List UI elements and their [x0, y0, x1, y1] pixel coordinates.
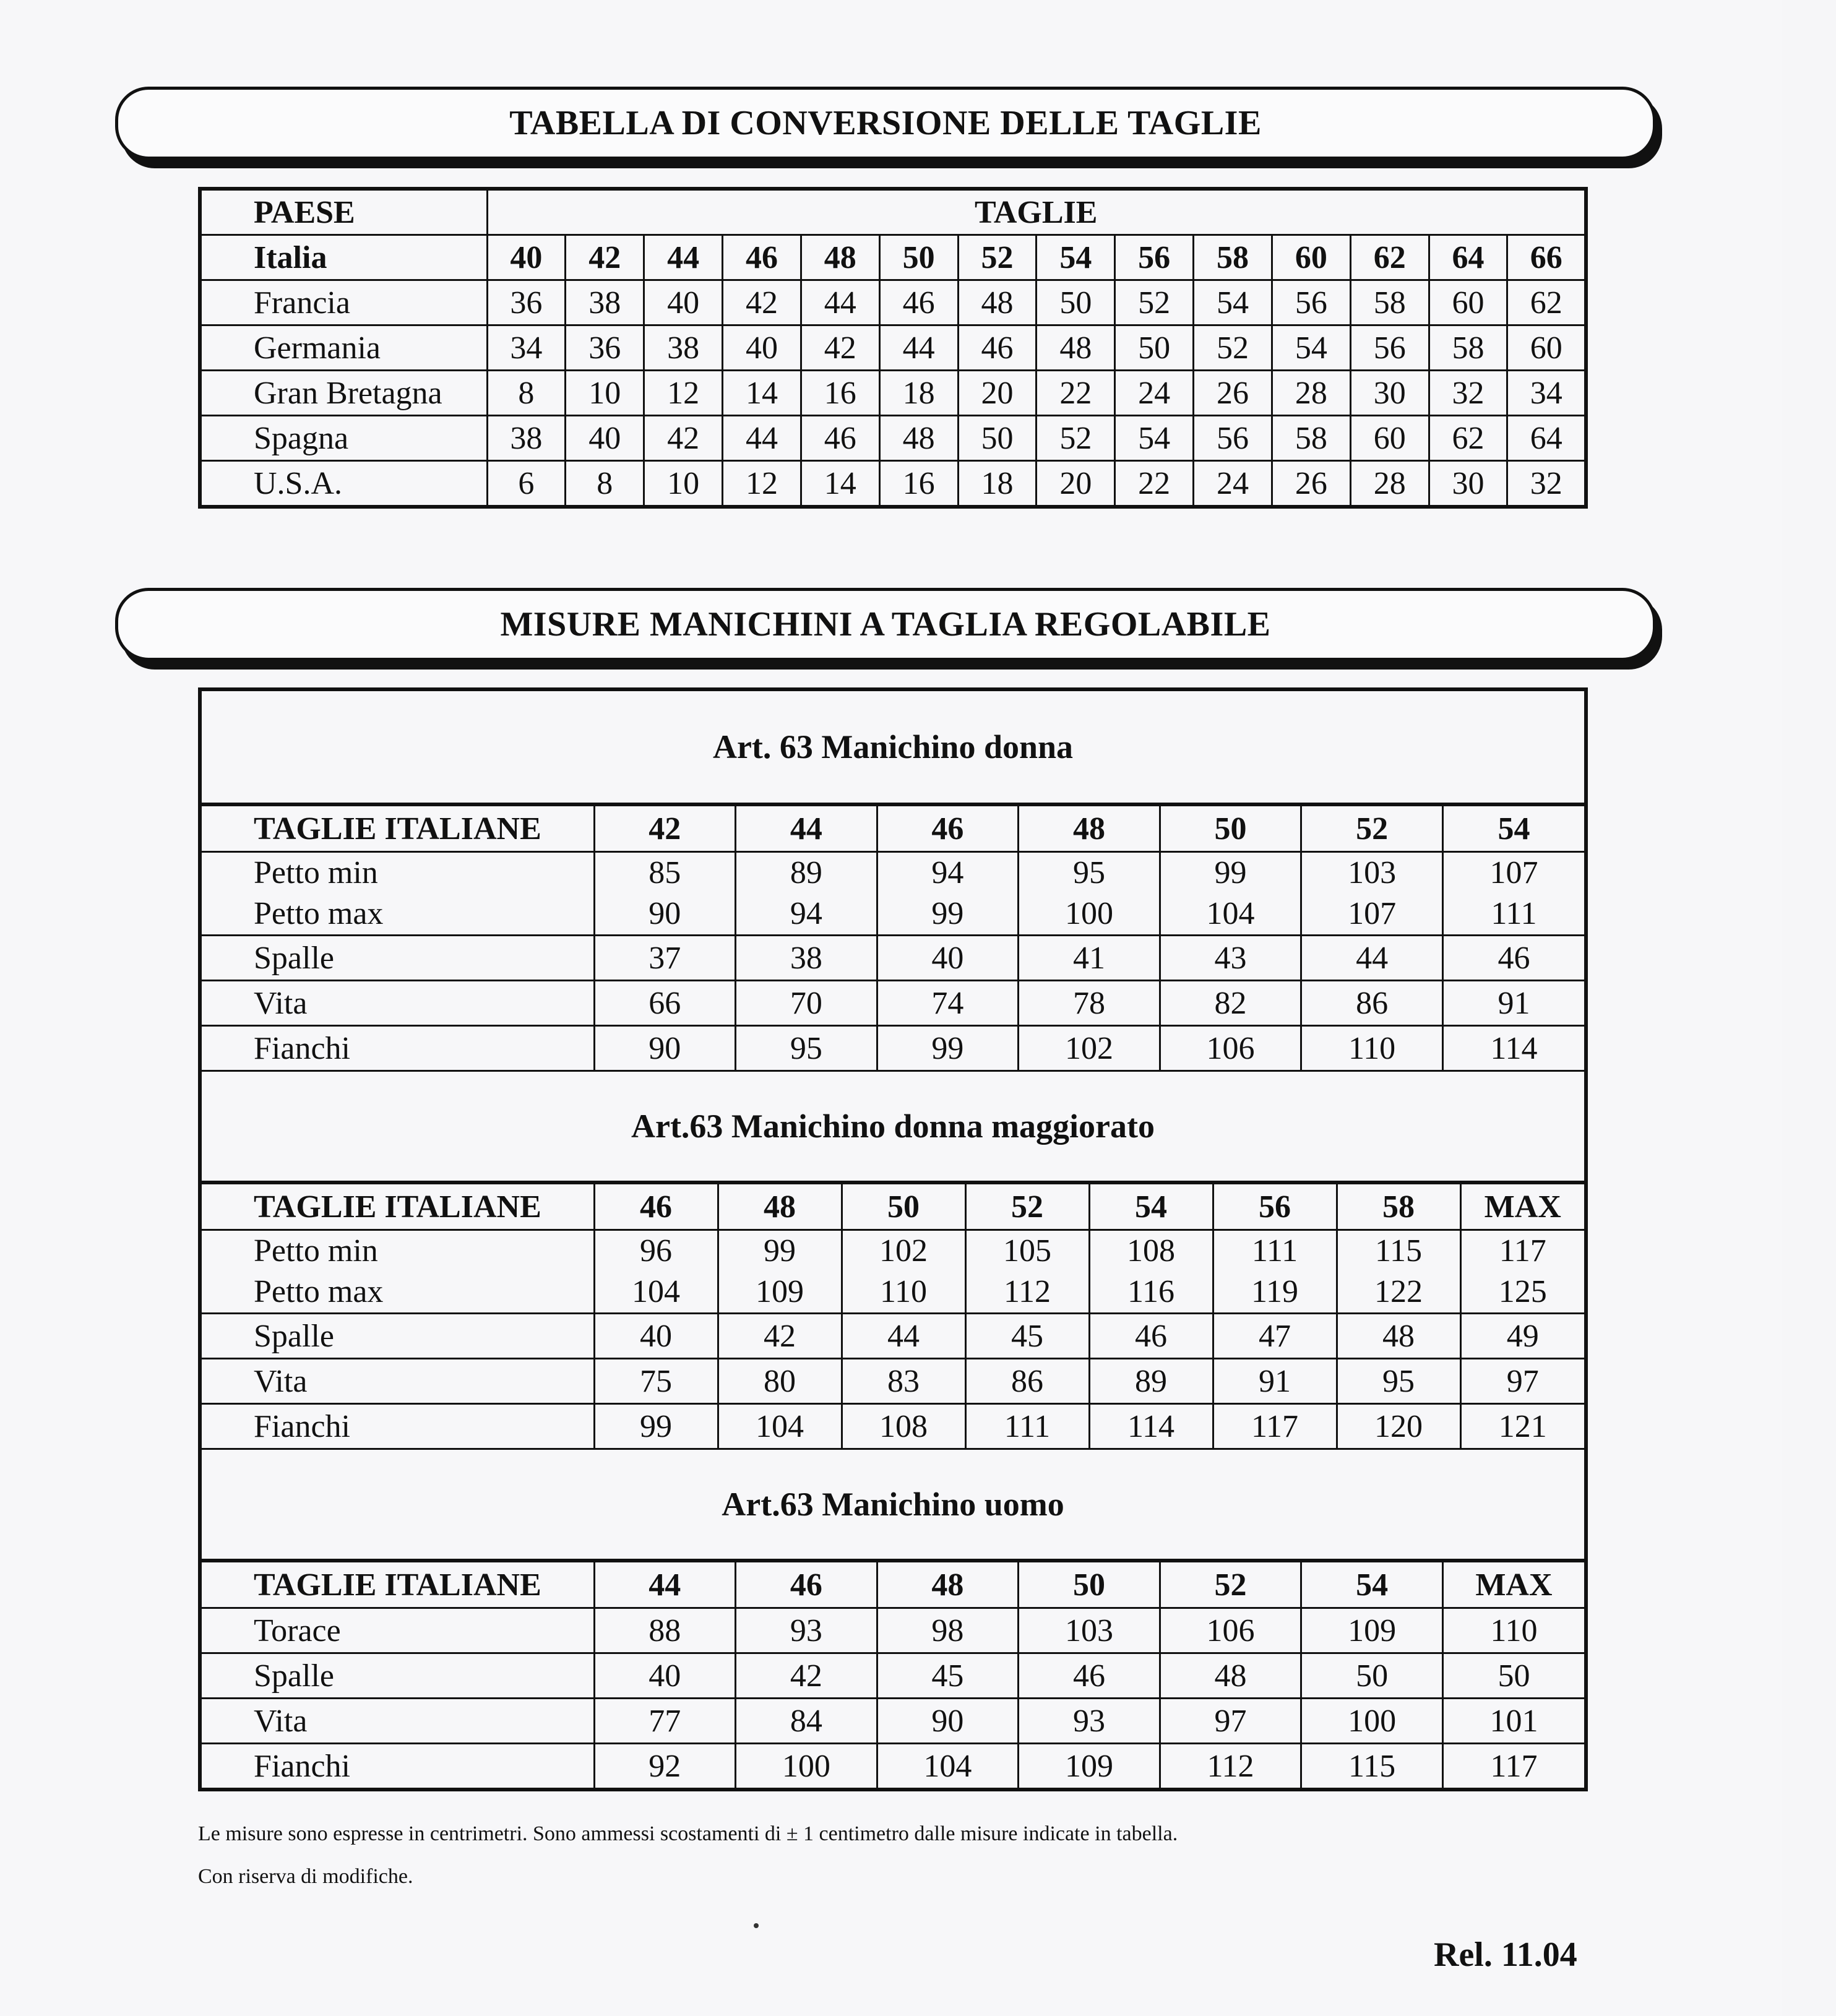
- size-cell: 46: [879, 280, 958, 325]
- measurement-value: [1160, 852, 1301, 936]
- size-header: 48: [877, 1562, 1019, 1608]
- measurement-value-line: 117: [1499, 1233, 1546, 1269]
- measurement-value: [1460, 1230, 1584, 1314]
- mannequins-title-banner: [115, 588, 1656, 661]
- measurement-value: [965, 1230, 1089, 1314]
- measurement-row: [202, 1026, 1584, 1070]
- size-header: 50: [1019, 1562, 1160, 1608]
- paese-header: PAESE: [200, 189, 487, 235]
- section-grid-cell: [200, 1560, 1586, 1790]
- measurement-value: 47: [1213, 1314, 1337, 1359]
- conversion-row: [200, 280, 1586, 325]
- measurement-value: 46: [1089, 1314, 1213, 1359]
- measurement-value-line: 115: [1374, 1233, 1423, 1269]
- measurement-value: 41: [1019, 936, 1160, 981]
- measurement-label: Vita: [202, 981, 594, 1026]
- measurement-value: 109: [1301, 1608, 1443, 1653]
- section-grid: [202, 1182, 1584, 1448]
- measurement-value: 86: [1301, 981, 1443, 1026]
- measurement-row: [202, 1608, 1584, 1653]
- size-cell: 52: [1115, 280, 1194, 325]
- size-header: 44: [736, 806, 877, 852]
- measurement-row: [202, 1404, 1584, 1449]
- note-reservation: Con riserva di modifiche.: [198, 1865, 413, 1888]
- section-grid-cell: [200, 1182, 1586, 1449]
- measurement-value: 74: [877, 981, 1019, 1026]
- measurement-value: 104: [877, 1744, 1019, 1788]
- size-header: 58: [1337, 1184, 1460, 1230]
- measurement-value: 100: [1301, 1699, 1443, 1744]
- measurement-value-line: 94: [931, 855, 964, 890]
- measurement-value: 40: [594, 1653, 736, 1699]
- measurement-label: Fianchi: [202, 1744, 594, 1788]
- measurement-value: [736, 852, 877, 936]
- note-measurements: Le misure sono espresse in centrimetri. Sono ammessi scostamenti di ± 1 centimetro dalle misure indicate in tabella.: [198, 1822, 1178, 1845]
- measurement-value: [1301, 852, 1443, 936]
- measurement-value: 48: [1160, 1653, 1301, 1699]
- section-grid: [202, 804, 1584, 1070]
- size-header: 44: [594, 1562, 736, 1608]
- measurement-value: 112: [1160, 1744, 1301, 1788]
- size-cell: 44: [879, 325, 958, 371]
- measurement-value: 97: [1160, 1699, 1301, 1744]
- size-cell: 48: [801, 235, 879, 280]
- measurement-value-line: 107: [1348, 896, 1397, 931]
- measurement-value-line: 105: [1003, 1233, 1051, 1269]
- measurement-label: Vita: [202, 1699, 594, 1744]
- size-cell: 58: [1272, 416, 1350, 461]
- scan-speck: [754, 1923, 759, 1928]
- size-cell: 22: [1037, 371, 1115, 416]
- measurement-value: [594, 852, 736, 936]
- measurement-value-line: 96: [640, 1233, 672, 1269]
- size-cell: 44: [801, 280, 879, 325]
- measurement-value: [1442, 852, 1584, 936]
- measurement-label: [202, 852, 594, 936]
- size-cell: 48: [1037, 325, 1115, 371]
- section-title: Art.63 Manichino uomo: [200, 1449, 1586, 1560]
- measurement-value: 91: [1213, 1359, 1337, 1404]
- size-cell: 62: [1350, 235, 1429, 280]
- measurement-row: [202, 1653, 1584, 1699]
- size-header: MAX: [1460, 1184, 1584, 1230]
- measurement-value: 114: [1089, 1404, 1213, 1449]
- size-cell: 10: [566, 371, 644, 416]
- measurement-value: 77: [594, 1699, 736, 1744]
- section-title-row: [200, 1071, 1586, 1182]
- measurement-label: Spalle: [202, 936, 594, 981]
- measurement-value-line: 89: [790, 855, 822, 890]
- size-cell: 30: [1350, 371, 1429, 416]
- measurement-value: 44: [1301, 936, 1443, 981]
- conversion-row: [200, 461, 1586, 507]
- size-cell: 48: [958, 280, 1037, 325]
- measurement-value: 49: [1460, 1314, 1584, 1359]
- size-cell: 54: [1272, 325, 1350, 371]
- size-cell: 8: [487, 371, 566, 416]
- conversion-row: [200, 235, 1586, 280]
- measurement-value: [1019, 852, 1160, 936]
- measurement-value: 82: [1160, 981, 1301, 1026]
- size-header: 54: [1442, 806, 1584, 852]
- section-title-row: [200, 689, 1586, 804]
- size-cell: 10: [644, 461, 723, 507]
- measurement-value: 66: [594, 981, 736, 1026]
- taglie-italiane-label: TAGLIE ITALIANE: [202, 1562, 594, 1608]
- size-cell: 36: [566, 325, 644, 371]
- size-header: 52: [1160, 1562, 1301, 1608]
- size-cell: 20: [958, 371, 1037, 416]
- measurement-value: [1213, 1230, 1337, 1314]
- size-header: MAX: [1442, 1562, 1584, 1608]
- measurement-label-line: Petto max: [254, 1274, 384, 1309]
- measurement-value: 115: [1301, 1744, 1443, 1788]
- measurement-value: [594, 1230, 718, 1314]
- size-cell: 56: [1350, 325, 1429, 371]
- measurement-value: 44: [842, 1314, 965, 1359]
- size-header: 48: [718, 1184, 842, 1230]
- size-cell: 50: [1037, 280, 1115, 325]
- country-label: U.S.A.: [200, 461, 487, 507]
- size-cell: 14: [723, 371, 801, 416]
- size-header: 50: [842, 1184, 965, 1230]
- measurement-value-line: 100: [1064, 896, 1113, 931]
- size-cell: 28: [1350, 461, 1429, 507]
- measurement-value: [877, 852, 1019, 936]
- size-cell: 48: [879, 416, 958, 461]
- measurement-value: 38: [736, 936, 877, 981]
- size-cell: 58: [1194, 235, 1272, 280]
- measurement-value: [1089, 1230, 1213, 1314]
- measurement-value-line: 99: [931, 896, 964, 931]
- size-conversion-table: [198, 187, 1588, 509]
- measurement-value: 88: [594, 1608, 736, 1653]
- mannequin-measurements-table: [198, 687, 1588, 1791]
- size-header: 54: [1089, 1184, 1213, 1230]
- measurement-value: 46: [1019, 1653, 1160, 1699]
- taglie-header: TAGLIE: [487, 189, 1586, 235]
- measurement-value: 40: [594, 1314, 718, 1359]
- measurement-value-line: 119: [1251, 1274, 1299, 1309]
- measurement-label: Fianchi: [202, 1026, 594, 1070]
- measurement-value: 78: [1019, 981, 1160, 1026]
- country-label: Italia: [200, 235, 487, 280]
- measurement-value-line: 85: [649, 855, 681, 890]
- measurement-value-line: 99: [764, 1233, 796, 1269]
- size-cell: 66: [1507, 235, 1586, 280]
- measurement-value-line: 109: [756, 1274, 804, 1309]
- measurement-value: 120: [1337, 1404, 1460, 1449]
- measurement-value-line: 99: [1214, 855, 1247, 890]
- measurement-row: [202, 936, 1584, 981]
- measurement-value: 106: [1160, 1608, 1301, 1653]
- measurement-value-line: 111: [1491, 896, 1537, 931]
- measurement-value: 104: [718, 1404, 842, 1449]
- measurement-value: 121: [1460, 1404, 1584, 1449]
- size-cell: 40: [487, 235, 566, 280]
- measurement-value: 106: [1160, 1026, 1301, 1070]
- measurement-value: 110: [1301, 1026, 1443, 1070]
- taglie-italiane-label: TAGLIE ITALIANE: [202, 806, 594, 852]
- sizes-header-row: [202, 1184, 1584, 1230]
- conversion-row: [200, 371, 1586, 416]
- measurement-value: 70: [736, 981, 877, 1026]
- size-cell: 12: [723, 461, 801, 507]
- section-grid-cell: [200, 804, 1586, 1071]
- country-label: Spagna: [200, 416, 487, 461]
- measurement-value: 90: [594, 1026, 736, 1070]
- size-cell: 6: [487, 461, 566, 507]
- measurement-label: Torace: [202, 1608, 594, 1653]
- size-cell: 60: [1429, 280, 1507, 325]
- size-cell: 18: [958, 461, 1037, 507]
- measurement-value-line: 102: [879, 1233, 928, 1269]
- size-cell: 34: [1507, 371, 1586, 416]
- measurement-value-line: 104: [1206, 896, 1255, 931]
- measurement-value: [1337, 1230, 1460, 1314]
- section-grid: [202, 1561, 1584, 1788]
- size-cell: 62: [1507, 280, 1586, 325]
- size-cell: 60: [1507, 325, 1586, 371]
- taglie-italiane-label: TAGLIE ITALIANE: [202, 1184, 594, 1230]
- measurement-row: [202, 981, 1584, 1026]
- measurement-value: 86: [965, 1359, 1089, 1404]
- measurement-row: [202, 1359, 1584, 1404]
- section-title-row: [200, 1449, 1586, 1560]
- measurement-value-line: 111: [1251, 1233, 1298, 1269]
- size-cell: 50: [1115, 325, 1194, 371]
- conversion-title: TABELLA DI CONVERSIONE DELLE TAGLIE: [509, 104, 1262, 142]
- release-code: Rel. 11.04: [1434, 1936, 1577, 1974]
- size-cell: 22: [1115, 461, 1194, 507]
- measurement-value: 42: [736, 1653, 877, 1699]
- measurement-value: 93: [1019, 1699, 1160, 1744]
- section-grid-row: [200, 1560, 1586, 1790]
- conversion-title-banner: [115, 87, 1656, 160]
- measurement-value: 43: [1160, 936, 1301, 981]
- size-cell: 40: [566, 416, 644, 461]
- measurement-value-line: 107: [1489, 855, 1538, 890]
- size-cell: 18: [879, 371, 958, 416]
- measurement-value: 93: [736, 1608, 877, 1653]
- measurement-value: 100: [736, 1744, 877, 1788]
- size-cell: 64: [1429, 235, 1507, 280]
- size-cell: 52: [1194, 325, 1272, 371]
- measurement-value: 37: [594, 936, 736, 981]
- size-cell: 42: [566, 235, 644, 280]
- measurement-value-line: 95: [1072, 855, 1105, 890]
- size-cell: 24: [1115, 371, 1194, 416]
- measurement-row: [202, 1230, 1584, 1314]
- measurement-value: 75: [594, 1359, 718, 1404]
- measurement-value-line: 110: [879, 1274, 928, 1309]
- measurement-row: [202, 1699, 1584, 1744]
- size-header: 52: [1301, 806, 1443, 852]
- measurement-row: [202, 1744, 1584, 1788]
- size-cell: 46: [723, 235, 801, 280]
- size-cell: 58: [1429, 325, 1507, 371]
- size-cell: 34: [487, 325, 566, 371]
- conversion-row: [200, 325, 1586, 371]
- size-cell: 54: [1194, 280, 1272, 325]
- measurement-value: 109: [1019, 1744, 1160, 1788]
- size-header: 46: [736, 1562, 877, 1608]
- measurement-value: 80: [718, 1359, 842, 1404]
- size-cell: 44: [723, 416, 801, 461]
- sizes-header-row: [202, 806, 1584, 852]
- mannequins-title: MISURE MANICHINI A TAGLIA REGOLABILE: [500, 605, 1271, 644]
- size-cell: 32: [1507, 461, 1586, 507]
- size-cell: 32: [1429, 371, 1507, 416]
- size-cell: 26: [1272, 461, 1350, 507]
- size-header: 54: [1301, 1562, 1443, 1608]
- size-cell: 56: [1194, 416, 1272, 461]
- size-cell: 38: [644, 325, 723, 371]
- size-cell: 24: [1194, 461, 1272, 507]
- size-cell: 56: [1115, 235, 1194, 280]
- size-cell: 64: [1507, 416, 1586, 461]
- section-grid-row: [200, 1182, 1586, 1449]
- size-cell: 60: [1350, 416, 1429, 461]
- measurement-value: 89: [1089, 1359, 1213, 1404]
- size-cell: 36: [487, 280, 566, 325]
- measurement-value: 95: [736, 1026, 877, 1070]
- measurement-label-line: Petto min: [254, 1233, 378, 1269]
- size-header: 46: [594, 1184, 718, 1230]
- size-cell: 12: [644, 371, 723, 416]
- size-cell: 54: [1037, 235, 1115, 280]
- size-cell: 42: [723, 280, 801, 325]
- country-label: Germania: [200, 325, 487, 371]
- size-cell: 46: [801, 416, 879, 461]
- size-header: 48: [1019, 806, 1160, 852]
- size-header: 50: [1160, 806, 1301, 852]
- measurement-value: 99: [594, 1404, 718, 1449]
- size-cell: 40: [723, 325, 801, 371]
- measurement-label: [202, 1230, 594, 1314]
- size-cell: 42: [801, 325, 879, 371]
- size-cell: 62: [1429, 416, 1507, 461]
- measurement-value: 98: [877, 1608, 1019, 1653]
- size-cell: 30: [1429, 461, 1507, 507]
- size-cell: 14: [801, 461, 879, 507]
- measurement-value: [718, 1230, 842, 1314]
- measurement-value: 84: [736, 1699, 877, 1744]
- measurement-value: 117: [1442, 1744, 1584, 1788]
- measurement-value-line: 108: [1127, 1233, 1175, 1269]
- size-cell: 52: [1037, 416, 1115, 461]
- measurement-value: 99: [877, 1026, 1019, 1070]
- measurement-value: 101: [1442, 1699, 1584, 1744]
- measurement-value-line: 94: [790, 896, 822, 931]
- measurement-value: 111: [965, 1404, 1089, 1449]
- conversion-header-row: [200, 189, 1586, 235]
- size-header: 56: [1213, 1184, 1337, 1230]
- measurement-label: Vita: [202, 1359, 594, 1404]
- size-cell: 46: [958, 325, 1037, 371]
- sizes-header-row: [202, 1562, 1584, 1608]
- measurement-value: 102: [1019, 1026, 1160, 1070]
- measurement-value: 117: [1213, 1404, 1337, 1449]
- size-cell: 38: [566, 280, 644, 325]
- size-cell: 40: [644, 280, 723, 325]
- country-label: Francia: [200, 280, 487, 325]
- measurement-row: [202, 852, 1584, 936]
- measurement-value: 45: [877, 1653, 1019, 1699]
- section-grid-row: [200, 804, 1586, 1071]
- measurement-value: 110: [1442, 1608, 1584, 1653]
- measurement-value: 90: [877, 1699, 1019, 1744]
- size-cell: 50: [958, 416, 1037, 461]
- section-title: Art.63 Manichino donna maggiorato: [200, 1071, 1586, 1182]
- measurement-value: 50: [1442, 1653, 1584, 1699]
- measurement-value: 83: [842, 1359, 965, 1404]
- section-title: Art. 63 Manichino donna: [200, 689, 1586, 804]
- measurement-value: 103: [1019, 1608, 1160, 1653]
- measurement-value: 91: [1442, 981, 1584, 1026]
- measurement-value: 108: [842, 1404, 965, 1449]
- measurement-value: 40: [877, 936, 1019, 981]
- measurement-label: Spalle: [202, 1653, 594, 1699]
- size-header: 46: [877, 806, 1019, 852]
- measurement-value: 114: [1442, 1026, 1584, 1070]
- size-cell: 26: [1194, 371, 1272, 416]
- size-cell: 56: [1272, 280, 1350, 325]
- size-header: 52: [965, 1184, 1089, 1230]
- size-cell: 20: [1037, 461, 1115, 507]
- measurement-value-line: 116: [1127, 1274, 1175, 1309]
- measurement-value-line: 90: [649, 896, 681, 931]
- size-cell: 50: [879, 235, 958, 280]
- size-cell: 28: [1272, 371, 1350, 416]
- size-cell: 54: [1115, 416, 1194, 461]
- size-cell: 38: [487, 416, 566, 461]
- measurement-value-line: 125: [1498, 1274, 1547, 1309]
- size-cell: 60: [1272, 235, 1350, 280]
- measurement-value-line: 103: [1348, 855, 1397, 890]
- measurement-value: 45: [965, 1314, 1089, 1359]
- conversion-row: [200, 416, 1586, 461]
- size-header: 42: [594, 806, 736, 852]
- measurement-label-line: Petto max: [254, 896, 384, 931]
- measurement-label: Spalle: [202, 1314, 594, 1359]
- measurement-value: 42: [718, 1314, 842, 1359]
- size-cell: 58: [1350, 280, 1429, 325]
- size-cell: 16: [801, 371, 879, 416]
- measurement-value-line: 104: [632, 1274, 680, 1309]
- measurement-value: [842, 1230, 965, 1314]
- size-cell: 16: [879, 461, 958, 507]
- measurement-value: 92: [594, 1744, 736, 1788]
- country-label: Gran Bretagna: [200, 371, 487, 416]
- measurement-value-line: 112: [1003, 1274, 1051, 1309]
- measurement-value: 97: [1460, 1359, 1584, 1404]
- measurement-value: 46: [1442, 936, 1584, 981]
- size-cell: 44: [644, 235, 723, 280]
- measurement-label: Fianchi: [202, 1404, 594, 1449]
- size-cell: 42: [644, 416, 723, 461]
- size-cell: 8: [566, 461, 644, 507]
- measurement-row: [202, 1314, 1584, 1359]
- measurement-value: 95: [1337, 1359, 1460, 1404]
- measurement-label-line: Petto min: [254, 855, 378, 890]
- size-cell: 52: [958, 235, 1037, 280]
- measurement-value-line: 122: [1374, 1274, 1423, 1309]
- measurement-value: 48: [1337, 1314, 1460, 1359]
- measurement-value: 50: [1301, 1653, 1443, 1699]
